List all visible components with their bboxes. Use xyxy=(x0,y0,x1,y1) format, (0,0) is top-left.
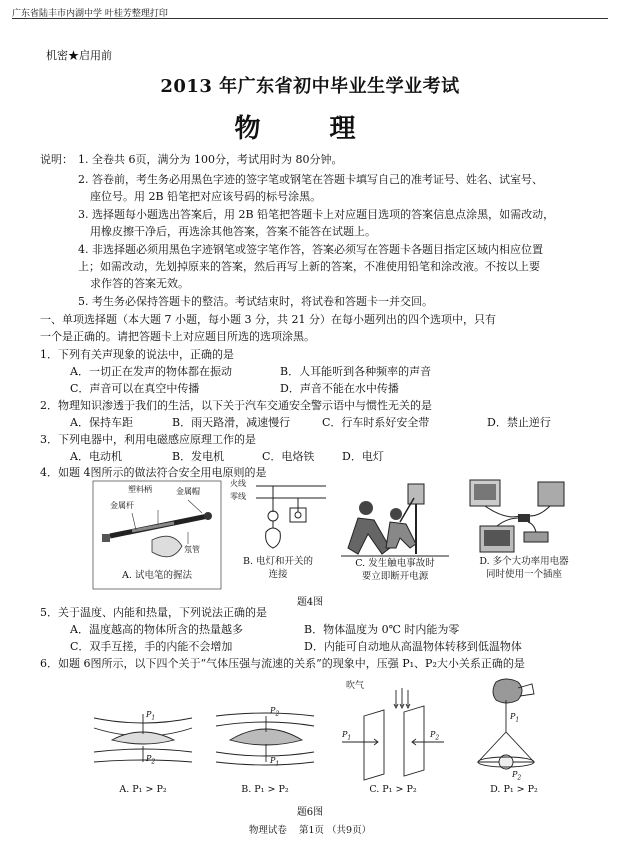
instruction-line: 3. 选择题每小题选出答案后，用 2B 铅笔把答题卡上对应题目选项的答案信息点涂黑，如需改动， xyxy=(78,208,555,221)
instruction-line: 5. 考生务必保持答题卡的整洁。考试结束时，将试卷和答题卡一并交回。 xyxy=(78,295,433,308)
caption-6a: A. P₁ > P₂ xyxy=(119,784,167,795)
question-stem: 3．下列电器中，利用电磁感应原理工作的是 xyxy=(40,433,256,446)
header-rule xyxy=(12,18,608,19)
secret-label: 机密★启用前 xyxy=(46,49,112,62)
option: B．人耳能听到各种频率的声音 xyxy=(280,365,432,378)
caption-4a: A. 试电笔的握法 xyxy=(122,570,192,581)
label-plastic-handle: 塑料柄 xyxy=(128,485,152,494)
figure-4b xyxy=(228,476,328,588)
section-heading: 一个是正确的。请把答题卡上对应题目所选的选项涂黑。 xyxy=(40,330,315,343)
caption-4b-line2: 连接 xyxy=(268,569,288,580)
label-p2: $P_2$ xyxy=(146,754,156,766)
figure-6d xyxy=(462,676,566,800)
caption-6c: C. P₁ > P₂ xyxy=(369,784,417,795)
question-stem: 5．关于温度、内能和热量，下列说法正确的是 xyxy=(40,606,267,619)
option: B．雨天路滑，减速慢行 xyxy=(172,416,291,429)
instruction-line: 座位号。用 2B 铅笔把对应该号码的标号涂黑。 xyxy=(90,190,322,203)
caption-4d-line2: 同时使用一个插座 xyxy=(485,569,562,580)
option: C．声音可以在真空中传播 xyxy=(70,382,200,395)
question-stem: 2．物理知识渗透于我们的生活，以下关于汽车交通安全警示语中与惯性无关的是 xyxy=(40,399,432,412)
option: C．行车时系好安全带 xyxy=(322,416,430,429)
label-metal-cap: 金属帽 xyxy=(176,487,200,496)
label-p1: $P_1$ xyxy=(146,710,156,722)
option: D．内能可自动地从高温物体转移到低温物体 xyxy=(304,640,522,653)
instruction-line: 2. 答卷前，考生务必用黑色字迹的签字笔或钢笔在答题卡填写自己的准考证号、姓名、试室号、 xyxy=(78,173,543,186)
exam-title: 2013 年广东省初中毕业生学业考试 xyxy=(160,76,460,97)
figure-4-label: 题4图 xyxy=(296,597,324,608)
figure-6a xyxy=(90,700,196,800)
figure-4c xyxy=(336,478,454,590)
caption-4c-line1: C. 发生触电事故时 xyxy=(355,558,435,569)
instruction-line: 上；如需改动，先划掉原来的答案，然后再写上新的答案，不准使用铅笔和涂改液。不按以上要 xyxy=(78,260,540,273)
option: D．电灯 xyxy=(342,450,384,463)
instruction-line: 用橡皮擦干净后，再选涂其他答案，答案不能答在试题上。 xyxy=(90,225,376,238)
page-footer: 物理试卷 第1页 （共9页） xyxy=(248,825,372,836)
option: A．一切正在发声的物体都在振动 xyxy=(70,365,232,378)
option: A．保持车距 xyxy=(70,416,133,429)
option: B．发电机 xyxy=(172,450,225,463)
option: D．禁止逆行 xyxy=(487,416,551,429)
figure-6b xyxy=(212,700,318,800)
section-heading: 一、单项选择题（本大题 7 小题，每小题 3 分，共 21 分）在每小题列出的四个选项中，只有 xyxy=(40,313,496,326)
figure-6c xyxy=(334,676,452,800)
caption-4d-line1: D. 多个大功率用电器 xyxy=(479,556,569,567)
instructions-lead: 说明： xyxy=(40,153,73,166)
caption-4b-line1: B. 电灯和开关的 xyxy=(242,556,314,567)
option: A．温度越高的物体所含的热量越多 xyxy=(70,623,243,636)
option: C．电烙铁 xyxy=(262,450,315,463)
option: C．双手互搓，手的内能不会增加 xyxy=(70,640,233,653)
label-metal-rod: 金属杆 xyxy=(110,501,134,510)
label-p1: $P_1$ xyxy=(270,756,280,768)
label-p2: $P_2$ xyxy=(270,706,280,718)
label-p2: $P_2$ xyxy=(430,730,440,742)
label-live-wire: 火线 xyxy=(230,479,246,488)
instruction-line: 1. 全卷共 6页，满分为 100分，考试用时为 80分钟。 xyxy=(78,153,343,166)
option: A．电动机 xyxy=(70,450,122,463)
figure-4a xyxy=(92,480,222,590)
label-p2: $P_2$ xyxy=(512,770,522,782)
figure-6-label: 题6图 xyxy=(296,807,324,818)
caption-6b: B. P₁ > P₂ xyxy=(241,784,289,795)
label-blow: 吹气 xyxy=(346,681,365,691)
instruction-line: 4. 非选择题必须用黑色字迹钢笔或签字笔作答，答案必须写在答题卡各题目指定区域内相应位置 xyxy=(78,243,543,256)
option: B．物体温度为 0℃ 时内能为零 xyxy=(304,623,460,636)
caption-4c-line2: 要立即断开电源 xyxy=(361,571,429,582)
school-header: 广东省陆丰市内湖中学 叶桂芳整理打印 xyxy=(12,9,168,19)
label-p1: $P_1$ xyxy=(342,730,352,742)
question-stem: 6．如题 6图所示，以下四个关于“气体压强与流速的关系”的现象中，压强 P₁、P₂大小关系正确的是 xyxy=(40,657,525,670)
subject-title: 物 理 xyxy=(234,114,386,144)
option: D．声音不能在水中传播 xyxy=(280,382,399,395)
instruction-line: 求作答的答案无效。 xyxy=(90,277,189,290)
question-stem: 1．下列有关声现象的说法中，正确的是 xyxy=(40,348,234,361)
label-neutral-wire: 零线 xyxy=(230,492,246,501)
caption-6d: D. P₁ > P₂ xyxy=(490,784,538,795)
label-neon-tube: 氖管 xyxy=(184,545,200,554)
label-p1: $P_1$ xyxy=(510,712,520,724)
question-stem: 4．如题 4图所示的做法符合安全用电原则的是 xyxy=(40,466,267,479)
figure-4d xyxy=(460,474,588,588)
